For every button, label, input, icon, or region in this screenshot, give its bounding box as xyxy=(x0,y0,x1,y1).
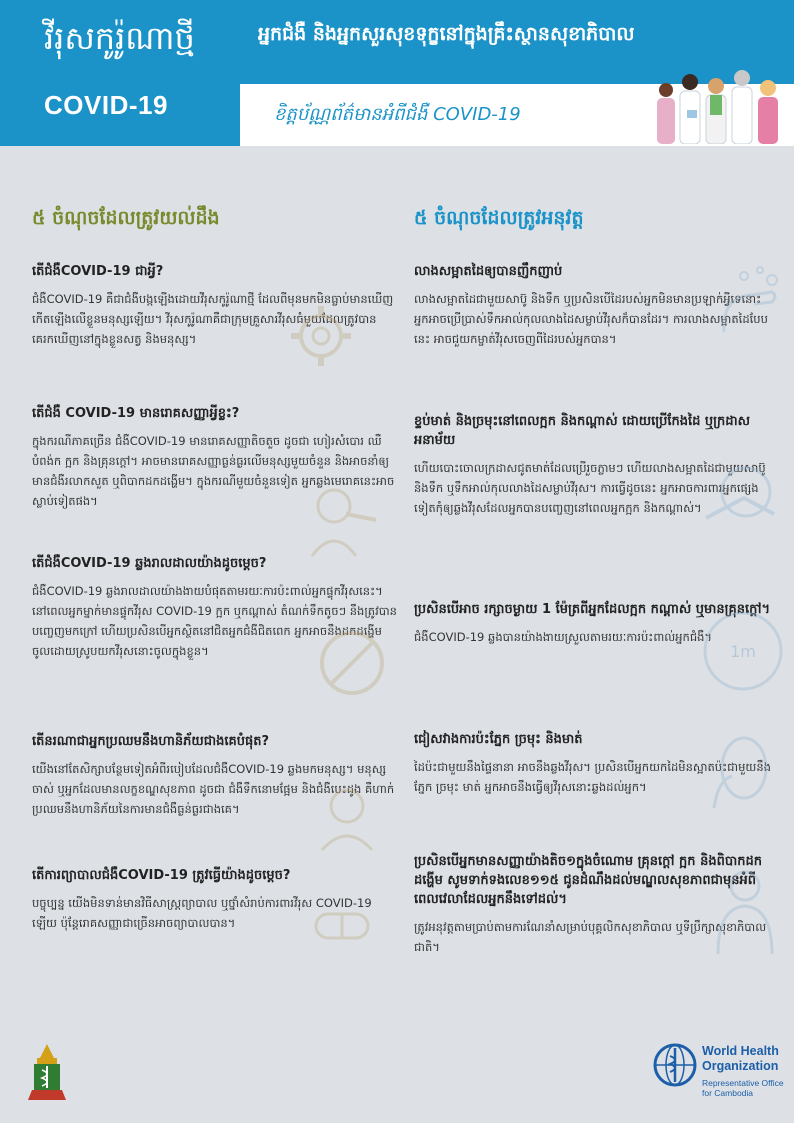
header-tagline: ខិត្តប័ណ្ណព័ត៌មានអំពីជំងឺ COVID-19 xyxy=(274,104,521,125)
right-answer-4: ដៃប៉ះជាមួយនឹងផ្ទៃនានា អាចនឹងឆ្លងវីរុស។ ប្រសិនបើអ្នកយកដៃមិនស្អាតប៉ះជាមួយនឹងភ្នែក ច្រមុះ មាត់ អ្នកអាចនឹងធ្វើឲ្យវីរុសនោះឆ្លងដល់អ្នក។ xyxy=(414,760,771,794)
distance-1m-icon xyxy=(700,608,786,694)
left-answer-3: ជំងឺCOVID-19 ឆ្លងរាលដាលយ៉ាងងាយបំផុតតាមរយៈការប៉ះពាល់អ្នកផ្ទុកវីរុសនេះ។ នៅពេលអ្នកម្នាក់មានផ្ទុកវីរុស COVID-19 ក្អក ឬកណ្តាស់ តំណក់ទឹកតូចៗ នឹងត្រូវបានបញ្ចេញមកក្រៅ ហើយប្រសិនបើអ្នកស្ថិតនៅជិតអ្នកជំងឺជិតពេក អ្នកអាចនឹងដកដង្ហើមចូលដោយស្រូបយកវីរុសនោះចូលក្នុងខ្លួន។ xyxy=(32,584,397,658)
left-question-1: តើជំងឺCOVID-19 ជាអ្វី? xyxy=(32,264,164,279)
header-title-block xyxy=(0,0,240,146)
do-column xyxy=(414,200,779,1002)
who-name xyxy=(702,1044,779,1074)
left-item-5 xyxy=(32,866,397,956)
left-question-5: តើការព្យាបាលជំងឺCOVID-19 ត្រូវធ្វើយ៉ាងដូចម្តេច? xyxy=(32,868,291,883)
left-item-3 xyxy=(32,554,397,696)
left-answer-4: យើងនៅតែសិក្សាបន្ថែមទៀតអំពីរបៀបដែលជំងឺCOVID-19 ឆ្លងមកមនុស្ស។ មនុស្សចាស់ ឬអ្នកដែលមានលក្ខខណ្ឌសុខភាព ដូចជា ជំងឺទឹកនោមផ្អែម និងជំងឺបេះដូង គឺហាក់ប្រឈមនឹងហានិភ័យនៃការមានជំងឺធ្ងន់ធ្ងរជាងគេ។ xyxy=(32,762,395,816)
header-tagline-bar xyxy=(240,84,794,146)
left-question-3: តើជំងឺCOVID-19 ឆ្លងរាលដាលយ៉ាងដូចម្តេច? xyxy=(32,556,267,571)
left-answer-2: ក្នុងករណីភាគច្រើន ជំងឺCOVID-19 មានរោគសញ្ញាតិចតួច ដូចជា ហៀរសំបោរ ឈឺបំពង់ក ក្អក និងគ្រុនក្តៅ។ អាចមានរោគសញ្ញាធ្ងន់ធ្ងរលើមនុស្សមួយចំនួន និងអាចនាំឲ្យមានជំងឺរលាកសួត ឬពិបាកដកដង្ហើម។ ក្នុងករណីមួយចំនួនទៀត អ្នកឆ្លងមេរោគនេះអាចស្លាប់ទៀតផង។ xyxy=(32,434,395,508)
right-answer-3: ជំងឺCOVID-19 ឆ្លងបានយ៉ាងងាយស្រួលតាមរយៈការប៉ះពាល់អ្នកជំងឺ។ xyxy=(414,630,712,644)
right-item-5 xyxy=(414,852,779,1002)
left-column-title: ៥ ចំណុចដែលត្រូវយល់ដឹង xyxy=(32,207,220,229)
right-answer-2: ហើយបោះចោលក្រដាសជូតមាត់ដែលប្រើរួចភ្លាមៗ ហើយលាងសម្អាតដៃជាមួយសាប៊ូ និងទឹក ឬទឹកអាល់កុលលាងដៃសម្លាប់វីរុស។ ការធ្វើដូចនេះ អ្នកអាចការពារអ្នកផ្សេងទៀតកុំឲ្យឆ្លងវីរុសដែលអ្នកបានបញ្ចេញនៅពេលអ្នកក្អក និងកណ្តាស់។ xyxy=(414,461,766,515)
ministry-of-health-logo xyxy=(22,1040,72,1104)
left-question-4: តើនរណាជាអ្នកប្រឈមនឹងហានិភ័យជាងគេបំផុត? xyxy=(32,734,270,749)
right-question-5: ប្រសិនបើអ្នកមានសញ្ញាយ៉ាងតិច១ក្នុងចំណោម គ្រុនក្តៅ ក្អក និងពិបាកដកដង្ហើម សូមទាក់ទងលេខ១១៥ ជូនដំណឹងដល់មណ្ឌលសុខភាពជាមុនអំពីពេលវេលាដែលអ្នកនឹងទៅដល់។ xyxy=(414,854,762,907)
who-logo xyxy=(652,1042,782,1110)
right-item-4 xyxy=(414,730,779,832)
title-english: COVID-19 xyxy=(44,90,168,120)
right-question-4: ជៀសវាងការប៉ះភ្នែក ច្រមុះ និងមាត់ xyxy=(414,732,583,747)
right-item-1 xyxy=(414,262,779,382)
left-question-2: តើជំងឺ COVID-19 មានរោគសញ្ញាអ្វីខ្លះ? xyxy=(32,406,240,421)
right-item-2 xyxy=(414,412,779,582)
title-khmer: វីរុសកូរ៉ូណាថ្មី xyxy=(44,19,195,57)
left-item-4 xyxy=(32,732,397,836)
who-office-label: Representative Office for Cambodia xyxy=(702,1078,784,1098)
right-question-2: ខ្ទប់មាត់ និងច្រមុះនៅពេលក្អក និងកណ្តាស់ ដោយប្រើកែងដៃ ឬក្រដាសអនាម័យ xyxy=(414,414,750,448)
svg-text:1m: 1m xyxy=(730,642,756,661)
health-workers-illustration xyxy=(652,60,790,144)
left-item-1 xyxy=(32,262,397,376)
who-name-line-2: Organization xyxy=(702,1059,779,1073)
right-column-title: ៥ ចំណុចដែលត្រូវអនុវត្ត xyxy=(414,207,584,229)
who-emblem-icon xyxy=(652,1042,698,1088)
right-item-3 xyxy=(414,600,779,700)
who-name-line-1: World Health xyxy=(702,1044,779,1058)
left-answer-1: ជំងឺCOVID-19 គឺជាជំងឺបង្កឡើងដោយវីរុសកូរ៉ូណាថ្មី ដែលពីមុនមកមិនធ្លាប់មានឃើញកើតឡើងលើខ្លួនមនុស្សឡើយ។ វីរុសកូរ៉ូណាគឺជាក្រុមគ្រួសារវីរុសធំមួយដែលត្រូវបានគេរកឃើញនៅក្នុងខ្លួនសត្វ និងមនុស្ស។ xyxy=(32,292,394,346)
right-answer-1: លាងសម្អាតដៃជាមួយសាប៊ូ និងទឹក ឬប្រសិនបើដៃរបស់អ្នកមិនមានប្រឡាក់អ្វីទេនោះ អ្នកអាចប្រើប្រាស់ទឹកអាល់កុលលាងដៃសម្លាប់វីរុសក៏បានដែរ។ ការលាងសម្អាតដៃបែបនេះ អាចជួយកម្ចាត់វីរុសចេញពីដៃរបស់អ្នកបាន។ xyxy=(414,292,768,346)
right-question-3: ប្រសិនបើអាច រក្សាចម្ងាយ 1 ម៉ែត្រពីអ្នកដែលក្អក កណ្តាស់ ឬមានគ្រុនក្តៅ។ xyxy=(414,602,771,617)
header-subtitle: អ្នកជំងឺ និងអ្នកសួរសុខទុក្ខនៅក្នុងគ្រឹះស្ថានសុខាភិបាល xyxy=(258,23,635,45)
left-answer-5: បច្ចុប្បន្ន យើងមិនទាន់មានវិធីសាស្ត្រព្យាបាល ឬថ្នាំសំរាប់ការពារវីរុស COVID-19 ឡើយ ប៉ុន្តែរោគសញ្ញាជាច្រើនអាចព្យាបាលបាន។ xyxy=(32,896,372,930)
left-item-2 xyxy=(32,404,397,524)
right-question-1: លាងសម្អាតដៃឲ្យបានញឹកញាប់ xyxy=(414,264,563,279)
right-answer-5: ត្រូវអនុវត្តតាមប្រាប់តាមការណែនាំសម្រាប់បុគ្គលិកសុខាភិបាល ឬទីប្រឹក្សាសុខាភិបាលជាតិ។ xyxy=(414,920,767,954)
understand-column xyxy=(32,200,397,956)
